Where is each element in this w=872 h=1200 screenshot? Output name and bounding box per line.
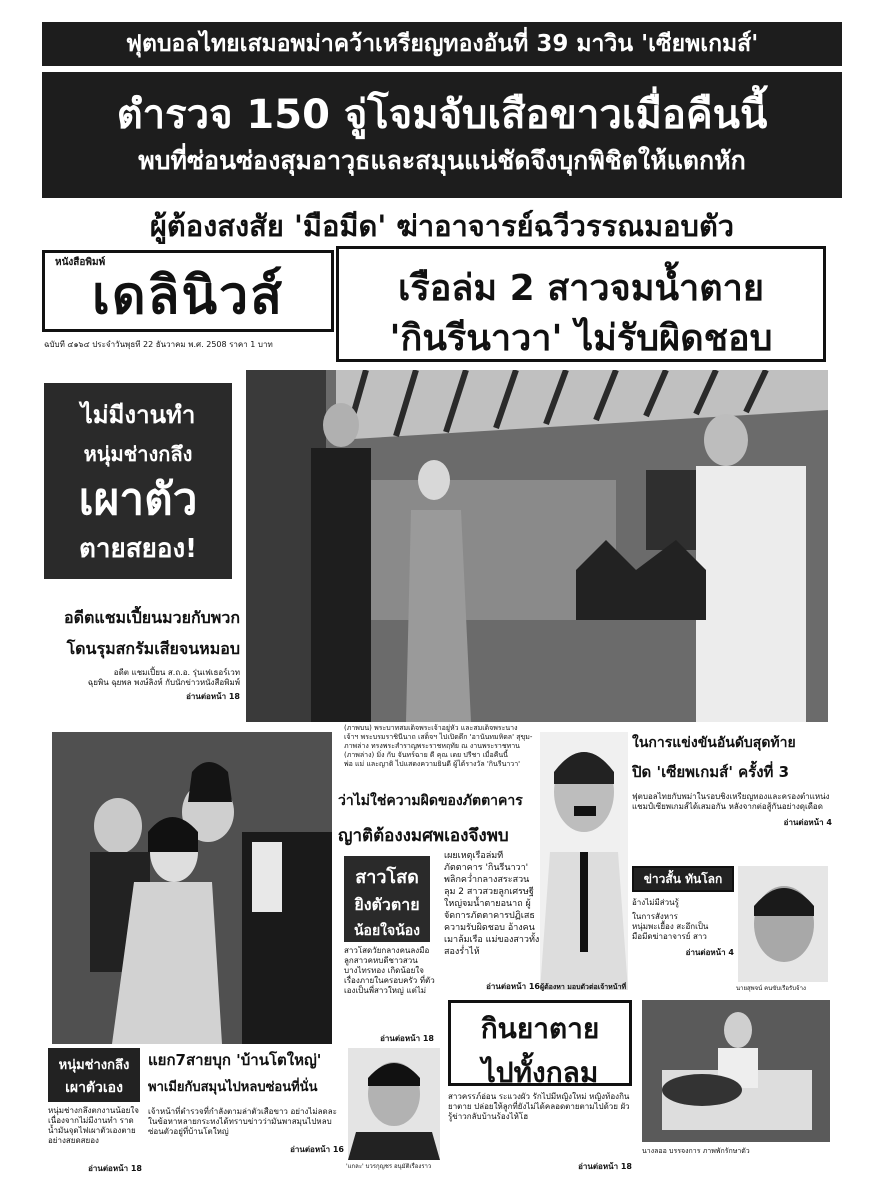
royal-caption-line-4: (ภาพล่าง) มิ่ง กับ จันทร์ฉาย ดี คุณ เดย ปรีชา เมื่อคืนนี้: [344, 751, 508, 759]
boxing-headline-1: อดีตแชมเปี้ยนมวยกับพวก: [63, 608, 240, 627]
burn-headline-1: หนุ่มช่างกลึง: [58, 1058, 130, 1073]
seap-headline-2: ปิด 'เซียพเกมส์' ครั้งที่ 3: [632, 763, 790, 781]
third-headline-text: ผู้ต้องสงสัย 'มือมีด' ฆ่าอาจารย์ฉวีวรรณมอบตัว: [149, 209, 735, 243]
masthead-kicker: หนังสือพิมพ์: [55, 257, 106, 268]
couple-photo-image: [52, 732, 332, 1044]
jobless-story-box: [44, 383, 232, 579]
boat-headline-1: เรือล่ม 2 สาวจมน้ำตาย: [398, 268, 764, 309]
news-item-2: ในการสังหาร: [632, 912, 678, 921]
raid-body: เจ้าหน้าที่ตำรวจที่กำลังตามล่าตัวเสือขาว อย่างไม่ลดละในข้อหาหลายกระทงได้ทราบข่าวว่ามันพาสมุนไปหลบซ่อนตัวอยู่ที่บ้านโตใหญ่: [148, 1107, 337, 1136]
news-item-3: หนุ่มพะเยื้อง สะอึกเป็น: [632, 922, 709, 931]
fault-body-text: เผยเหตุเรือล่มที่ภัตตาคาร 'กินรีนาวา' พลิกคว่ำกลางสระสวนลุม 2 สาวสวยลูกเศรษฐีใหญ่จมน้ำตายอนาถ ผู้จัดการภัตตาคารปฏิเสธความรับผิดชอบ อ้างคนเมาล้มเรือ แม่ของสาวทั้งสองร่ำไห้: [444, 851, 540, 957]
raid-headline-1: แยก7สายบุก 'บ้านโตใหญ่': [148, 1051, 322, 1069]
suspect-photo-image: [540, 732, 628, 990]
hospital-caption: นางลออ บรรจงการ ภาพพักรักษาตัว: [642, 1147, 750, 1155]
hospital-photo-image: [642, 1000, 830, 1142]
jobless-line-3: เผาตัว: [78, 474, 198, 525]
victim-photo-image: [738, 866, 828, 982]
poison-headline-1: กินยาตาย: [480, 1012, 600, 1045]
poison-headline-2: ไปทั้งกลม: [481, 1056, 599, 1086]
girl-line-1: สาวโสด: [355, 867, 419, 888]
boxing-headline-2: โดนรุมสกรัมเสียจนหมอบ: [66, 639, 240, 658]
jobless-line-1: ไม่มีงานทำ: [80, 401, 196, 429]
seap-body: ฟุตบอลไทยกับพม่าในรอบชิงเหรียญทองและครองตำแหน่งแชมป์เซียพเกมส์ได้เสมอกัน หลังจากต่อสู้กันอย่างดุเดือด: [632, 792, 830, 811]
fault-continue: อ่านต่อหน้า 16: [486, 982, 540, 991]
jobless-line-4: ตายสยอง!: [79, 534, 197, 564]
news-item-4: มือมีดฆ่าอาจารย์ สาว: [632, 932, 707, 941]
boy-photo: [348, 1048, 440, 1160]
girl-body: [344, 946, 438, 1030]
boy-photo-image: [348, 1048, 440, 1160]
poison-continue: อ่านต่อหน้า 18: [578, 1162, 632, 1171]
girl-body-text: สาวโสดวัยกลางคนลงมือลูกสาวคหบดีชาวสวนบางไทรทอง เกิดน้อยใจเรื่องภายในครอบครัว ที่ตัวเองเป็นพี่สาวใหญ่ แต่ไม่: [344, 946, 435, 995]
poison-headline-box: [448, 1000, 632, 1086]
victim-photo: [738, 866, 828, 982]
seap-story: [632, 732, 832, 862]
royal-caption-line-3: ภาพล่าง ทรงพระสำราญพระราชหฤทัย ณ งานพระราชทาน: [344, 742, 520, 750]
royal-photo-image: [246, 370, 828, 722]
boxing-byline: อดีต แชมเปี้ยน ส.ถ.อ. รุ่นเฟเธอร์เวท: [113, 668, 240, 677]
top-banner-text: ฟุตบอลไทยเสมอพม่าคว้าเหรียญทองอันที่ 39 มาวิน 'เซียพเกมส์': [125, 31, 759, 57]
issue-line: ฉบับที่ ๔๑๖๔ ประจำวันพุธที่ 22 ธันวาคม พ.ศ. 2508 ราคา 1 บาท: [44, 340, 273, 349]
raid-headline-2: พาเมียกับสมุนไปหลบซ่อนที่นั่น: [148, 1080, 318, 1095]
suspect-caption: ผู้ต้องหา มอบตัวต่อเจ้าหน้าที่: [540, 983, 627, 991]
fault-headline-2: ญาติต้องงมศพเองจึงพบ: [338, 826, 509, 846]
burn-body-text: หนุ่มช่างกลึงตกงานน้อยใจ เนื่องจากไม่มีงานทำ ราดน้ำมันจุดไฟเผาตัวเองตายอย่างสยดสยอง: [48, 1106, 139, 1145]
fault-headline-1: ว่าไม่ใช่ความผิดของภัตตาคาร: [338, 793, 523, 809]
poison-body: [448, 1092, 632, 1156]
boxing-byline-2: ฉุยพิน ฉุยพล พงษ์ลิงห์ กับนักข่าวหนังสือพิมพ์: [87, 678, 240, 687]
news-item-1: อ้างไม่มีส่วนรู้: [632, 898, 679, 907]
news-continue: อ่านต่อหน้า 4: [685, 948, 734, 957]
news-box-title: ข่าวสั้น ทันโลก: [632, 866, 734, 892]
couple-photo: [52, 732, 332, 1044]
main-headline: ตำรวจ 150 จู่โจมจับเสือขาวเมื่อคืนนี้: [116, 92, 768, 138]
victim-caption: นายสุพจน์ คนขับเรือรับจ้าง: [736, 985, 806, 992]
royal-caption: [344, 724, 534, 782]
royal-caption-line-5: พ่อ แม่ และญาติ ไปแสดงความยินดี ผู้ได้รางวัล 'กินรีนาวา': [344, 760, 521, 768]
royal-caption-line-1: (ภาพบน) พระบาทสมเด็จพระเจ้าอยู่หัว และสมเด็จพระนาง: [344, 724, 518, 732]
third-headline: [42, 204, 842, 248]
burn-headline-box: [48, 1048, 140, 1102]
jobless-line-2: หนุ่มช่างกลึง: [83, 442, 193, 466]
boat-headline-2: 'กินรีนาวา' ไม่รับผิดชอบ: [389, 318, 773, 359]
raid-continue: อ่านต่อหน้า 16: [290, 1145, 344, 1154]
poison-body-text: สาวครรภ์อ่อน ระแวงผัว รักไปมีหญิงใหม่ หญิงท้องกินยาตาย ปล่อยให้ลูกที่ยังไม่ได้คลอดตายตามไปด้วย ผัวรู้ข่าวกลับบ้านร้องไห้โฮ: [448, 1092, 630, 1121]
masthead-logo: เดลินิวส์: [92, 266, 284, 326]
hospital-photo: [642, 1000, 830, 1142]
boxing-story: [44, 606, 240, 716]
burn-continue: อ่านต่อหน้า 18: [88, 1164, 142, 1173]
girl-line-2: ยิงตัวตาย: [354, 895, 420, 914]
raid-story: [148, 1048, 344, 1178]
main-headline-block: [42, 72, 842, 198]
girl-continue: อ่านต่อหน้า 18: [380, 1034, 434, 1043]
seap-headline-1: ในการแข่งขันอันดับสุดท้าย: [632, 735, 796, 751]
boy-caption: 'แกละ' บวรกุญชร อนุมัติเรื่องราว: [346, 1163, 432, 1170]
news-box: [632, 866, 734, 996]
girl-story-box: [344, 856, 430, 942]
royal-caption-line-2: เจ้าฯ พระบรมราชินีนาถ เสด็จฯ ไปเปิดตึก 'อานันทมหิดล' สุขุม-: [344, 733, 533, 741]
masthead: [42, 250, 334, 332]
fault-body: [444, 850, 540, 990]
girl-line-3: น้อยใจน้อง: [353, 923, 421, 939]
seap-continue: อ่านต่อหน้า 4: [783, 818, 832, 827]
suspect-photo: [540, 732, 628, 990]
burn-headline-2: เผาตัวเอง: [65, 1080, 123, 1096]
burn-body: [48, 1106, 142, 1158]
royal-photo: [246, 370, 828, 722]
main-subheadline: พบที่ซ่อนซ่องสุมอาวุธและสมุนแน่ชัดจึงบุกพิชิตให้แตกหัก: [138, 146, 746, 175]
top-banner: [42, 22, 842, 66]
boxing-continue: อ่านต่อหน้า 18: [186, 692, 240, 701]
boat-story-box: [336, 246, 826, 362]
